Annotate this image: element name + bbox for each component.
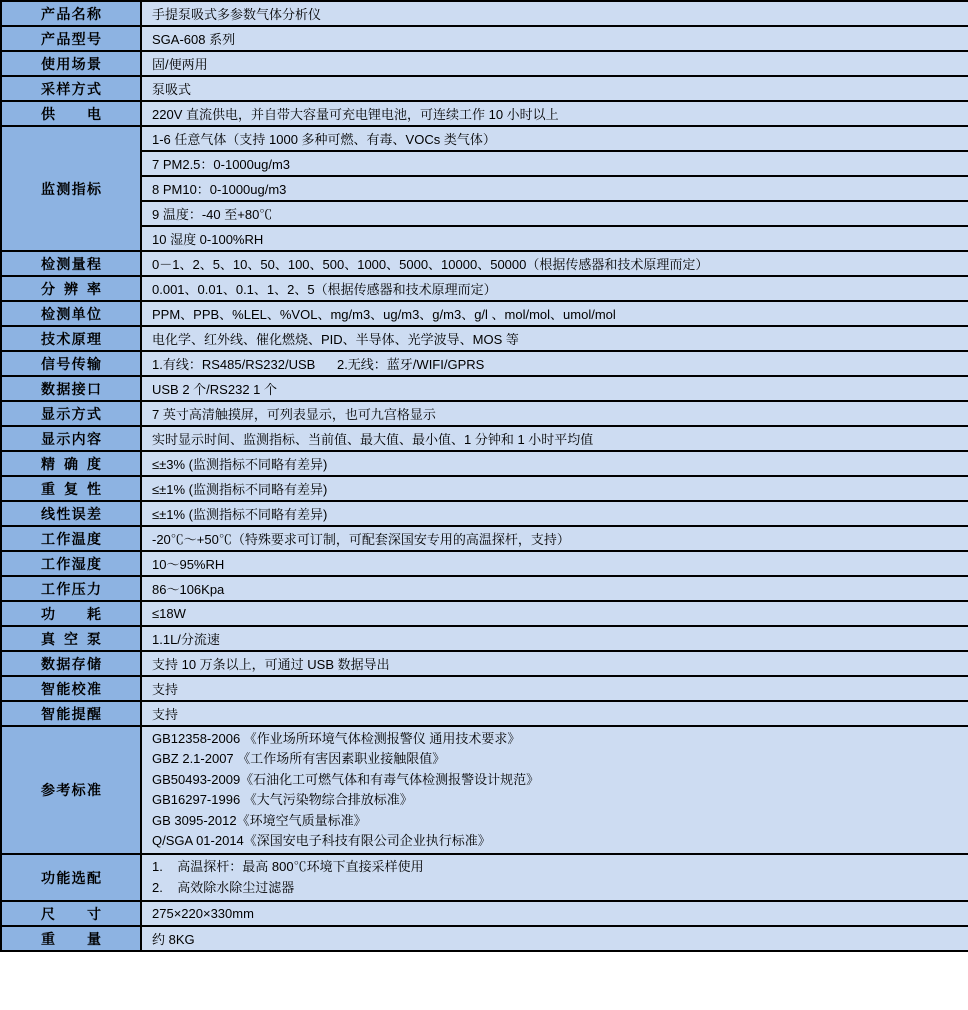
spec-value-line: GBZ 2.1-2007 《工作场所有害因素职业接触限值》 (152, 751, 446, 767)
spec-label-text: 真空泵 (41, 630, 101, 647)
spec-value-cell: 220V 直流供电，并自带大容量可充电锂电池，可连续工作 10 小时以上 (141, 101, 968, 126)
spec-label-cell (1, 1, 141, 26)
table-row (1, 451, 968, 476)
spec-value-line: GB50493-2009《石油化工可燃气体和有毒气体检测报警设计规范》 (152, 771, 540, 787)
spec-value-cell: 支持 10 万条以上，可通过 USB 数据导出 (141, 651, 968, 676)
spec-value-line: 2. 高效除水除尘过滤器 (152, 879, 295, 895)
spec-value-cell: 手提泵吸式多参数气体分析仪 (141, 1, 968, 26)
spec-value-cell: 0.001、0.01、0.1、1、2、5（根据传感器和技术原理而定） (141, 276, 968, 301)
table-row (1, 926, 968, 951)
spec-value-line: GB 3095-2012《环境空气质量标准》 (152, 812, 367, 828)
table-row (1, 326, 968, 351)
table-row (1, 376, 968, 401)
table-row (1, 854, 968, 901)
spec-label-text: 工作温度 (41, 530, 101, 547)
spec-value-cell: ≤±1% (监测指标不同略有差异) (141, 501, 968, 526)
spec-label-cell (1, 476, 141, 501)
spec-value-cell: 10～95%RH (141, 551, 968, 576)
spec-value-cell: 支持 (141, 676, 968, 701)
table-row (1, 601, 968, 626)
table-row (1, 1, 968, 26)
spec-value-cell: USB 2 个/RS232 1 个 (141, 376, 968, 401)
spec-label-text: 产品型号 (41, 30, 101, 47)
spec-label-cell (1, 51, 141, 76)
spec-label-text: 供电 (41, 105, 101, 122)
table-row (1, 26, 968, 51)
table-row (1, 701, 968, 726)
spec-label-cell (1, 926, 141, 951)
spec-value-line: Q/SGA 01-2014《深国安电子科技有限公司企业执行标准》 (152, 833, 491, 849)
spec-label-cell (1, 326, 141, 351)
spec-value-cell: ≤±1% (监测指标不同略有差异) (141, 476, 968, 501)
spec-value-cell: 1-6 任意气体（支持 1000 多种可燃、有毒、VOCs 类气体） (141, 126, 968, 151)
spec-label-text: 采样方式 (41, 80, 101, 97)
table-row (1, 901, 968, 926)
spec-label-cell (1, 701, 141, 726)
table-row (1, 426, 968, 451)
table-row (1, 576, 968, 601)
spec-label-cell (1, 351, 141, 376)
spec-value-line: 1. 高温探杆：最高 800℃环境下直接采样使用 (152, 859, 424, 875)
spec-label-cell (1, 451, 141, 476)
spec-value-cell: 1.1L/分流速 (141, 626, 968, 651)
spec-label-cell (1, 901, 141, 926)
table-row (1, 401, 968, 426)
spec-label-cell (1, 854, 141, 901)
table-row (1, 676, 968, 701)
spec-label-text: 重量 (41, 930, 101, 947)
table-row (1, 176, 968, 201)
spec-label-text: 数据接口 (41, 380, 101, 397)
table-row (1, 226, 968, 251)
spec-value-cell (141, 854, 968, 901)
spec-label-cell (1, 601, 141, 626)
spec-value-cell: 1.有线：RS485/RS232/USB 2.无线：蓝牙/WIFI/GPRS (141, 351, 968, 376)
spec-label-text: 智能提醒 (41, 705, 101, 722)
spec-label-cell (1, 76, 141, 101)
spec-value-cell: 10 湿度 0-100%RH (141, 226, 968, 251)
spec-label-text: 检测单位 (41, 305, 101, 322)
spec-label-cell (1, 576, 141, 601)
spec-label-cell (1, 726, 141, 854)
spec-value-cell: 0－1、2、5、10、50、100、500、1000、5000、10000、50000（根据传感器和技术原理而定） (141, 251, 968, 276)
spec-label-cell (1, 526, 141, 551)
spec-label-text: 智能校准 (41, 680, 101, 697)
spec-label-cell (1, 501, 141, 526)
spec-value-cell: 支持 (141, 701, 968, 726)
spec-label-text: 重复性 (41, 480, 101, 497)
spec-value-cell: 电化学、红外线、催化燃烧、PID、半导体、光学波导、MOS 等 (141, 326, 968, 351)
spec-label-text: 监测指标 (41, 180, 101, 197)
spec-label-text: 使用场景 (41, 55, 101, 72)
table-row (1, 51, 968, 76)
spec-label-cell (1, 376, 141, 401)
spec-value-line: GB16297-1996 《大气污染物综合排放标准》 (152, 792, 413, 808)
spec-label-cell (1, 626, 141, 651)
spec-label-text: 数据存储 (41, 655, 101, 672)
spec-label-cell (1, 676, 141, 701)
spec-value-cell: -20℃～+50℃（特殊要求可订制，可配套深国安专用的高温探杆，支持） (141, 526, 968, 551)
table-row (1, 76, 968, 101)
table-row (1, 551, 968, 576)
spec-label-cell (1, 26, 141, 51)
spec-value-cell: 7 英寸高清触摸屏，可列表显示，也可九宫格显示 (141, 401, 968, 426)
spec-label-text: 技术原理 (41, 330, 101, 347)
spec-label-text: 尺寸 (41, 905, 101, 922)
spec-label-text: 产品名称 (41, 5, 101, 22)
spec-label-text: 显示内容 (41, 430, 101, 447)
spec-label-cell (1, 551, 141, 576)
table-row (1, 151, 968, 176)
table-row (1, 626, 968, 651)
table-row (1, 351, 968, 376)
table-row (1, 301, 968, 326)
table-row (1, 651, 968, 676)
spec-label-text: 功耗 (41, 605, 101, 622)
spec-label-text: 分辨率 (41, 280, 101, 297)
table-row (1, 201, 968, 226)
spec-label-cell (1, 101, 141, 126)
spec-label-cell (1, 301, 141, 326)
spec-label-cell (1, 426, 141, 451)
table-row (1, 476, 968, 501)
spec-value-cell: 275×220×330mm (141, 901, 968, 926)
table-row (1, 276, 968, 301)
spec-label-text: 线性误差 (41, 505, 101, 522)
spec-label-text: 信号传输 (41, 355, 101, 372)
spec-value-line: GB12358-2006 《作业场所环境气体检测报警仪 通用技术要求》 (152, 731, 521, 746)
spec-label-cell (1, 401, 141, 426)
table-row (1, 126, 968, 151)
spec-label-text: 检测量程 (41, 255, 101, 272)
spec-value-cell: SGA-608 系列 (141, 26, 968, 51)
spec-label-text: 工作湿度 (41, 555, 101, 572)
spec-label-text: 显示方式 (41, 405, 101, 422)
spec-value-cell: PPM、PPB、%LEL、%VOL、mg/m3、ug/m3、g/m3、g/l 、mol/mol、umol/mol (141, 301, 968, 326)
spec-label-cell (1, 651, 141, 676)
spec-value-cell: 约 8KG (141, 926, 968, 951)
spec-label-cell (1, 251, 141, 276)
table-row (1, 526, 968, 551)
spec-value-cell: 9 温度：-40 至+80℃ (141, 201, 968, 226)
table-row (1, 726, 968, 854)
spec-value-cell: 泵吸式 (141, 76, 968, 101)
spec-value-cell: ≤18W (141, 601, 968, 626)
spec-label-text: 精确度 (41, 455, 101, 472)
spec-label-text: 工作压力 (41, 580, 101, 597)
table-row (1, 101, 968, 126)
spec-value-cell: 86～106Kpa (141, 576, 968, 601)
spec-value-cell: 7 PM2.5：0-1000ug/m3 (141, 151, 968, 176)
spec-label-text: 参考标准 (41, 782, 101, 799)
spec-value-cell: 固/便两用 (141, 51, 968, 76)
spec-value-cell: 实时显示时间、监测指标、当前值、最大值、最小值、1 分钟和 1 小时平均值 (141, 426, 968, 451)
spec-label-cell (1, 276, 141, 301)
spec-value-cell (141, 726, 968, 854)
table-row (1, 251, 968, 276)
spec-table-body (1, 1, 968, 951)
spec-label-cell (1, 126, 141, 251)
spec-value-cell: 8 PM10：0-1000ug/m3 (141, 176, 968, 201)
table-row (1, 501, 968, 526)
spec-label-text: 功能选配 (41, 869, 101, 886)
spec-value-cell: ≤±3% (监测指标不同略有差异) (141, 451, 968, 476)
